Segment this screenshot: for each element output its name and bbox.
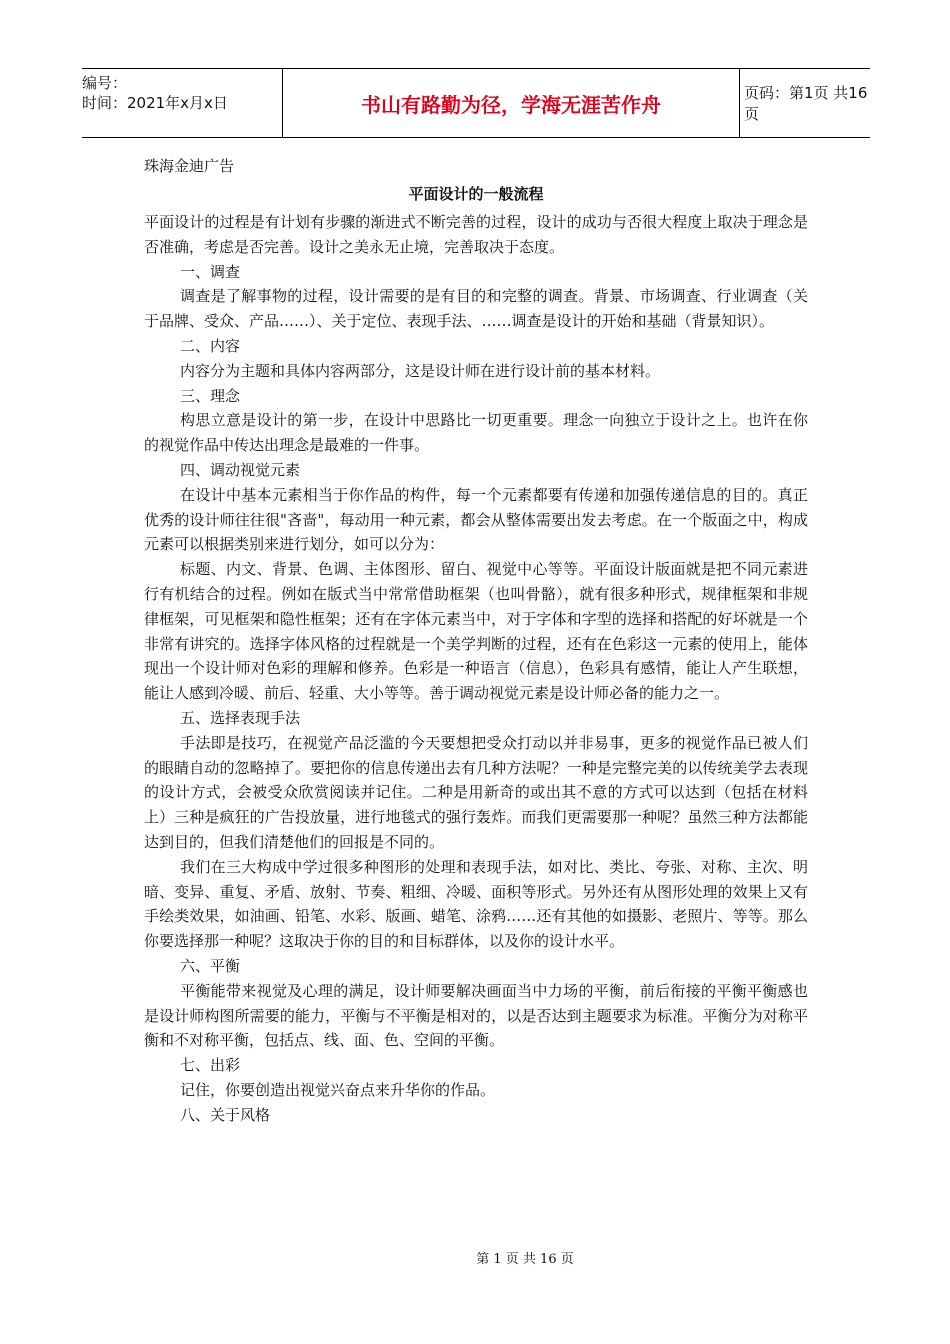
header-motto-cell — [282, 69, 740, 137]
paragraph: 平面设计的过程是有计划有步骤的渐进式不断完善的过程，设计的成功与否很大程度上取决于理念是否准确，考虑是否完善。设计之美永无止境，完善取决于态度。 — [144, 213, 808, 256]
paragraph: 一、调查 — [180, 262, 241, 281]
header-motto: 书山有路勤为径，学海无涯苦作舟 — [361, 92, 661, 117]
paragraph: 五、选择表现手法 — [180, 708, 301, 727]
paragraph: 构思立意是设计的第一步，在设计中思路比一切更重要。理念一向独立于设计之上。也许在你的视觉作品中传达出理念是最难的一件事。 — [144, 411, 808, 455]
paragraph: 标题、内文、背景、色调、主体图形、留白、视觉中心等等。平面设计版面就是把不同元素进行有机结合的过程。例如在版式当中常常借助框架（也叫骨骼），就有很多种形式，规律框架和非规律框架，可见框架和隐性框架；还有在字体元素当中，对于字体和字型的选择和搭配的好坏就是一个非常有讲究的。选择字体风格的过程就是一个美学判断的过程，还有在色彩这一元素的使用上，能体现出一个设计师对色彩的理解和修养。色彩是一种语言（信息），色彩具有感情，能让人产生联想，能让人感到冷暖、前后、轻重、大小等等。善于调动视觉元素是设计师必备的能力之一。 — [144, 560, 808, 703]
paragraph: 调查是了解事物的过程，设计需要的是有目的和完整的调查。背景、市场调查、行业调查（关于品牌、受众、产品……）、关于定位、表现手法、……调查是设计的开始和基础（背景知识）。 — [144, 287, 808, 331]
paragraph: 二、内容 — [180, 336, 241, 355]
paragraph: 在设计中基本元素相当于你作品的构件，每一个元素都要有传递和加强传递信息的目的。真正优秀的设计师往往很"吝啬"，每动用一种元素，都会从整体需要出发去考虑。在一个版面之中，构成元素可以根据类别来进行划分，如可以分为： — [144, 485, 808, 554]
document-body — [144, 154, 808, 1127]
document-title: 平面设计的一般流程 — [408, 185, 544, 203]
paragraph: 平衡能带来视觉及心理的满足，设计师要解决画面当中力场的平衡，前后衔接的平衡平衡感也是设计师构图所需要的能力，平衡与不平衡是相对的，以是否达到主题要求为标准。平衡分为对称平衡和不对称平衡，包括点、线、面、色、空间的平衡。 — [144, 981, 808, 1050]
page-footer — [0, 1248, 950, 1267]
paragraph: 四、调动视觉元素 — [180, 460, 301, 479]
paragraph: 七、出彩 — [180, 1056, 241, 1075]
paragraph: 我们在三大构成中学过很多种图形的处理和表现手法，如对比、类比、夸张、对称、主次、明暗、变异、重复、矛盾、放射、节奏、粗细、冷暖、面积等形式。另外还有从图形处理的效果上又有手绘类效果，如油画、铅笔、水彩、版画、蜡笔、涂鸦……还有其他的如摄影、老照片、等等。那么你要选择那一种呢？这取决于你的目的和目标群体，以及你的设计水平。 — [144, 857, 808, 951]
paragraph: 八、关于风格 — [180, 1105, 271, 1124]
paragraph-list — [144, 210, 808, 1127]
paragraph: 手法即是技巧，在视觉产品泛滥的今天要想把受众打动以并非易事，更多的视觉作品已被人们的眼睛自动的忽略掉了。要把你的信息传递出去有几种方法呢？一种是完整完美的以传统美学去表现的设计方式，会被受众欣赏阅读并记住。二种是用新奇的或出其不意的方式可以达到（包括在材料上）三种是疯狂的广告投放量，进行地毯式的强行轰炸。而我们更需要那一种呢？虽然三种方法都能达到目的，但我们清楚他们的回报是不同的。 — [144, 733, 808, 851]
paragraph: 内容分为主题和具体内容两部分，这是设计师在进行设计前的基本材料。 — [180, 361, 661, 380]
footer-page-number: 第 1 页 共 16 页 — [476, 1252, 574, 1267]
document-header — [82, 68, 870, 138]
header-meta — [82, 69, 282, 141]
header-page-info: 页码：第1页 共16页 — [744, 84, 868, 123]
paragraph: 六、平衡 — [180, 956, 241, 975]
document-time-label: 时间：2021年x月x日 — [82, 94, 228, 112]
paragraph: 三、理念 — [180, 386, 241, 405]
paragraph: 记住，你要创造出视觉兴奋点来升华你的作品。 — [180, 1080, 496, 1099]
company-name: 珠海金迪广告 — [144, 157, 235, 175]
document-number-label: 编号： — [82, 74, 128, 92]
